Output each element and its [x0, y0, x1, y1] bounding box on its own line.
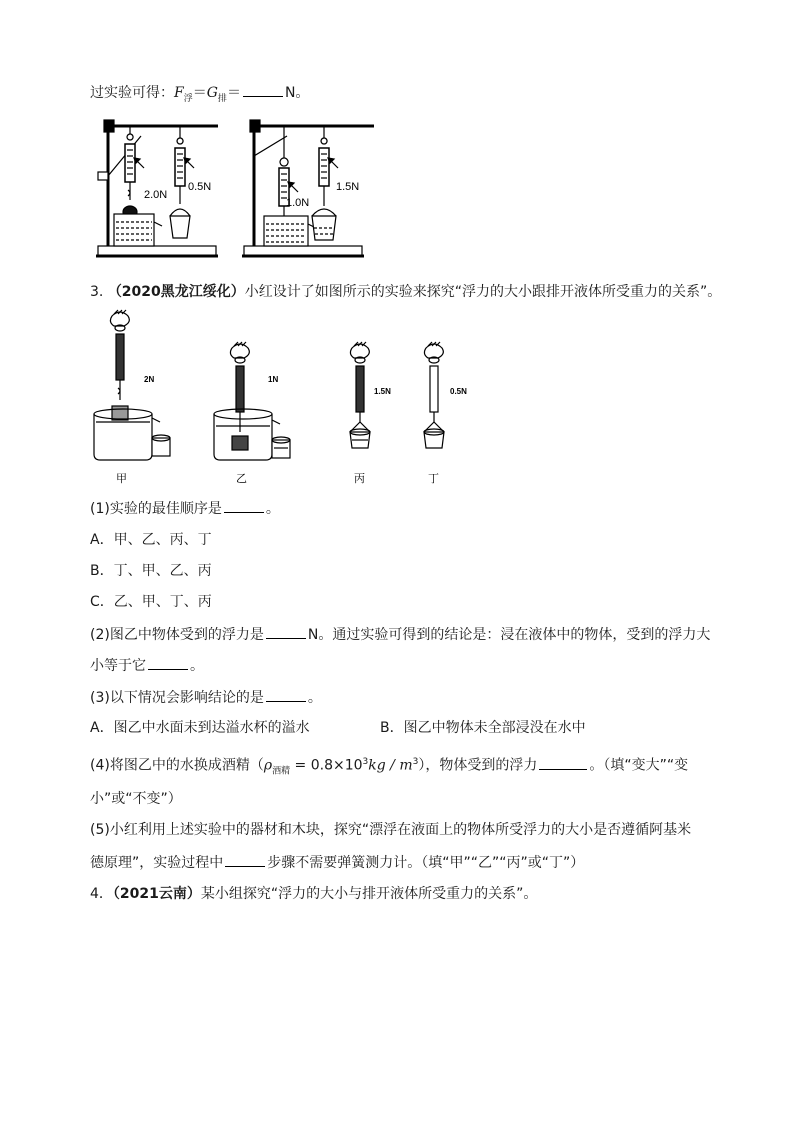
sub5-text-c: 步骤不需要弹簧测力计。（填“甲”“乙”“丙”或“丁”）	[267, 855, 585, 871]
q3-sub5: (5)小红利用上述实验中的器材和木块，探究“漂浮在液面上的物体所受浮力的大小是否遵循阿基米	[90, 822, 692, 838]
equals-sign-2: ＝	[226, 85, 241, 101]
rho-subscript: 酒精	[272, 766, 291, 777]
q3-source: （2020黑龙江绥化）	[107, 284, 245, 300]
answer-blank[interactable]	[243, 82, 283, 97]
setup-ding	[424, 342, 444, 448]
q4-number: 4．	[90, 886, 113, 902]
opt1-b[interactable]: B．丁、甲、乙、丙	[90, 563, 212, 579]
unit-exponent: 3	[412, 757, 419, 767]
right-reading-1: 1.0N	[286, 197, 310, 209]
density-value: = 0.8×10	[290, 757, 363, 774]
q3-stem-line	[90, 282, 721, 302]
q3-stem: 小红设计了如图所示的实验来探究“浮力的大小跟排开液体所受重力的关系”。	[244, 284, 722, 300]
reading-yi: 1N	[268, 375, 279, 384]
sub2-text-d: 。	[190, 658, 204, 674]
density-unit: kg / m	[368, 757, 413, 774]
setup-yi	[214, 342, 290, 460]
right-reading-2: 1.5N	[336, 181, 360, 193]
q3-sub1	[90, 498, 280, 519]
q3-sub2-cont	[90, 655, 204, 676]
sub2-blank-2[interactable]	[148, 655, 188, 670]
equals-sign: ＝	[192, 85, 207, 101]
q4-stem: 某小组探究“浮力的大小与排开液体所受重力的关系”。	[200, 886, 538, 902]
left-reading-2: 0.5N	[188, 181, 212, 193]
sub2-text-a: (2)图乙中物体受到的浮力是	[90, 627, 264, 643]
opt1-c[interactable]: C．乙、甲、丁、丙	[90, 594, 212, 610]
unit-n: N。	[284, 85, 310, 101]
sub5-blank[interactable]	[225, 852, 265, 867]
caption-jia: 甲	[116, 473, 127, 485]
q3-sub3	[90, 687, 322, 708]
sub1-text: (1)实验的最佳顺序是	[90, 501, 222, 517]
density-exponent: 3	[362, 757, 369, 767]
sub1-end: 。	[265, 501, 280, 517]
sub5-text-b: 德原理”，实验过程中	[90, 855, 224, 871]
caption-ding: 丁	[428, 473, 439, 485]
g-subscript: 排	[217, 93, 227, 104]
sub3-blank[interactable]	[266, 687, 306, 702]
left-reading-1: 2.0N	[144, 189, 168, 201]
sub2-text-c: 小等于它	[90, 658, 146, 674]
q3-sub5-cont	[90, 852, 584, 873]
opt3-a[interactable]: A．图乙中水面未到达溢水杯的溢水	[90, 720, 310, 736]
iron-stand-figure	[96, 116, 386, 268]
rho-symbol: ρ	[263, 757, 273, 774]
caption-yi: 乙	[236, 473, 247, 485]
reading-jia: 2N	[144, 375, 155, 384]
sub4-text-c: 。（填“变大”“变	[589, 757, 689, 774]
q3-sub4-cont: 小”或“不变”）	[90, 791, 182, 807]
q4-source: （2021云南）	[112, 886, 201, 902]
spring-scale-figure	[86, 308, 486, 486]
f-subscript: 浮	[183, 93, 193, 104]
sub4-blank[interactable]	[539, 755, 587, 770]
sub3-end: 。	[307, 690, 322, 706]
q3-sub2	[90, 624, 710, 645]
q3-sub4	[90, 752, 688, 781]
sub1-blank[interactable]	[224, 498, 264, 513]
opt3-b[interactable]: B．图乙中物体未全部浸没在水中	[380, 720, 586, 736]
reading-bing: 1.5N	[374, 387, 391, 396]
conclusion-line	[90, 82, 309, 109]
sub3-text: (3)以下情况会影响结论的是	[90, 690, 264, 706]
opt1-a[interactable]: A．甲、乙、丙、丁	[90, 532, 212, 548]
q4-stem-line	[90, 884, 537, 904]
sub4-text-a: (4)将图乙中的水换成酒精（	[90, 757, 264, 774]
caption-bing: 丙	[354, 473, 365, 485]
g-symbol: G	[206, 85, 218, 101]
sub4-text-b: ），物体受到的浮力	[418, 757, 538, 774]
conclusion-prefix: 过实验可得：	[90, 85, 174, 101]
sub2-blank-1[interactable]	[266, 624, 306, 639]
sub2-text-b: N。通过实验可得到的结论是：浸在液体中的物体，受到的浮力大	[307, 627, 711, 643]
setup-jia	[94, 310, 170, 460]
reading-ding: 0.5N	[450, 387, 467, 396]
setup-bing	[350, 342, 370, 448]
f-symbol: F	[174, 85, 184, 101]
q3-number: 3.	[90, 284, 104, 300]
